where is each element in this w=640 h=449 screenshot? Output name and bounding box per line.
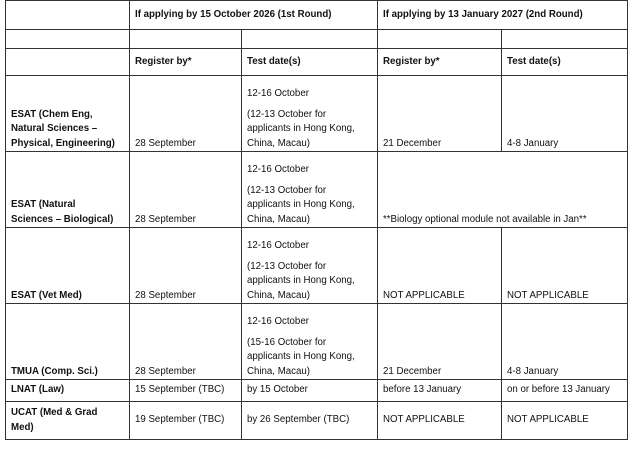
r1-test-note-line: (15-16 October for	[247, 336, 327, 348]
r2-test-cell: NOT APPLICABLE	[502, 402, 628, 440]
test-name-cell	[6, 152, 130, 228]
admissions-test-table-container	[5, 0, 628, 440]
test-name-line: TMUA (Comp. Sci.)	[11, 365, 98, 377]
table-row	[6, 152, 628, 228]
r1-register-cell: 28 September	[130, 152, 242, 228]
test-name-cell: LNAT (Law)	[6, 380, 130, 402]
r1-test-note-line: (12-13 October for	[247, 184, 327, 196]
spacer-row	[6, 30, 628, 49]
round1-header: If applying by 15 October 2026 (1st Round)	[130, 1, 378, 30]
r2-test-cell: 4-8 January	[502, 76, 628, 152]
r1-test-note-line: applicants in Hong Kong,	[247, 275, 355, 286]
r1-register-cell: 28 September	[130, 76, 242, 152]
r2-register-cell: 21 December	[378, 304, 502, 380]
test-name-line: ESAT (Vet Med)	[11, 289, 82, 301]
column-header-row	[6, 49, 628, 76]
r1-test-cell: by 15 October	[242, 380, 378, 402]
test-name-cell	[6, 402, 130, 440]
test-name-cell	[6, 228, 130, 304]
r1-test-main: 12-16 October	[247, 164, 309, 175]
r1-test-note-line: applicants in Hong Kong,	[247, 199, 355, 210]
spacer-cell	[6, 30, 130, 49]
r1-test-main: 12-16 October	[247, 316, 309, 327]
r1-register-cell: 19 September (TBC)	[130, 402, 242, 440]
header-empty-cell	[6, 1, 130, 30]
r1-test-note-line: (12-13 October for	[247, 108, 327, 120]
round-header-row	[6, 1, 628, 30]
test-name-line: UCAT (Med & Grad	[11, 407, 98, 418]
r1-test-note-line: applicants in Hong Kong,	[247, 123, 355, 134]
r1-register-header: Register by*	[130, 49, 242, 76]
spacer-cell	[242, 30, 378, 49]
r1-register-cell: 15 September (TBC)	[130, 380, 242, 402]
r1-test-note-line: China, Macau)	[247, 365, 310, 377]
r2-register-cell: NOT APPLICABLE	[378, 228, 502, 304]
test-name-line: ESAT (Chem Eng,	[11, 108, 93, 120]
r1-test-header: Test date(s)	[242, 49, 378, 76]
r1-test-note-line: China, Macau)	[247, 137, 310, 149]
r1-register-cell: 28 September	[130, 228, 242, 304]
r1-test-cell	[242, 304, 378, 380]
subheader-empty-cell	[6, 49, 130, 76]
table-row	[6, 380, 628, 402]
r1-test-cell: by 26 September (TBC)	[242, 402, 378, 440]
test-name-cell	[6, 76, 130, 152]
spacer-cell	[130, 30, 242, 49]
r1-test-note-line: China, Macau)	[247, 213, 310, 225]
r2-test-cell: on or before 13 January	[502, 380, 628, 402]
test-name-line: ESAT (Natural	[11, 199, 76, 210]
test-name-line: Sciences – Biological)	[11, 213, 114, 225]
r1-test-cell	[242, 228, 378, 304]
r2-register-cell: NOT APPLICABLE	[378, 402, 502, 440]
table-row	[6, 304, 628, 380]
r2-test-cell: 4-8 January	[502, 304, 628, 380]
round2-header: If applying by 13 January 2027 (2nd Round)	[378, 1, 628, 30]
admissions-test-table	[5, 0, 628, 440]
table-row	[6, 228, 628, 304]
r2-register-header: Register by*	[378, 49, 502, 76]
spacer-cell	[502, 30, 628, 49]
r2-register-cell: 21 December	[378, 76, 502, 152]
r1-test-main: 12-16 October	[247, 240, 309, 251]
test-name-line: Physical, Engineering)	[11, 137, 115, 149]
r1-test-cell	[242, 152, 378, 228]
r2-note-cell: **Biology optional module not available in Jan**	[378, 152, 628, 228]
r1-test-cell	[242, 76, 378, 152]
test-name-line: Natural Sciences –	[11, 123, 98, 134]
r1-register-cell: 28 September	[130, 304, 242, 380]
spacer-cell	[378, 30, 502, 49]
r2-test-cell: NOT APPLICABLE	[502, 228, 628, 304]
test-name-cell	[6, 304, 130, 380]
r1-test-note-line: (12-13 October for	[247, 260, 327, 272]
r1-test-note-line: China, Macau)	[247, 289, 310, 301]
r2-register-cell: before 13 January	[378, 380, 502, 402]
r2-test-header: Test date(s)	[502, 49, 628, 76]
r1-test-note-line: applicants in Hong Kong,	[247, 351, 355, 362]
table-row	[6, 76, 628, 152]
table-row	[6, 402, 628, 440]
r1-test-main: 12-16 October	[247, 88, 309, 99]
test-name-line: Med)	[11, 421, 34, 433]
